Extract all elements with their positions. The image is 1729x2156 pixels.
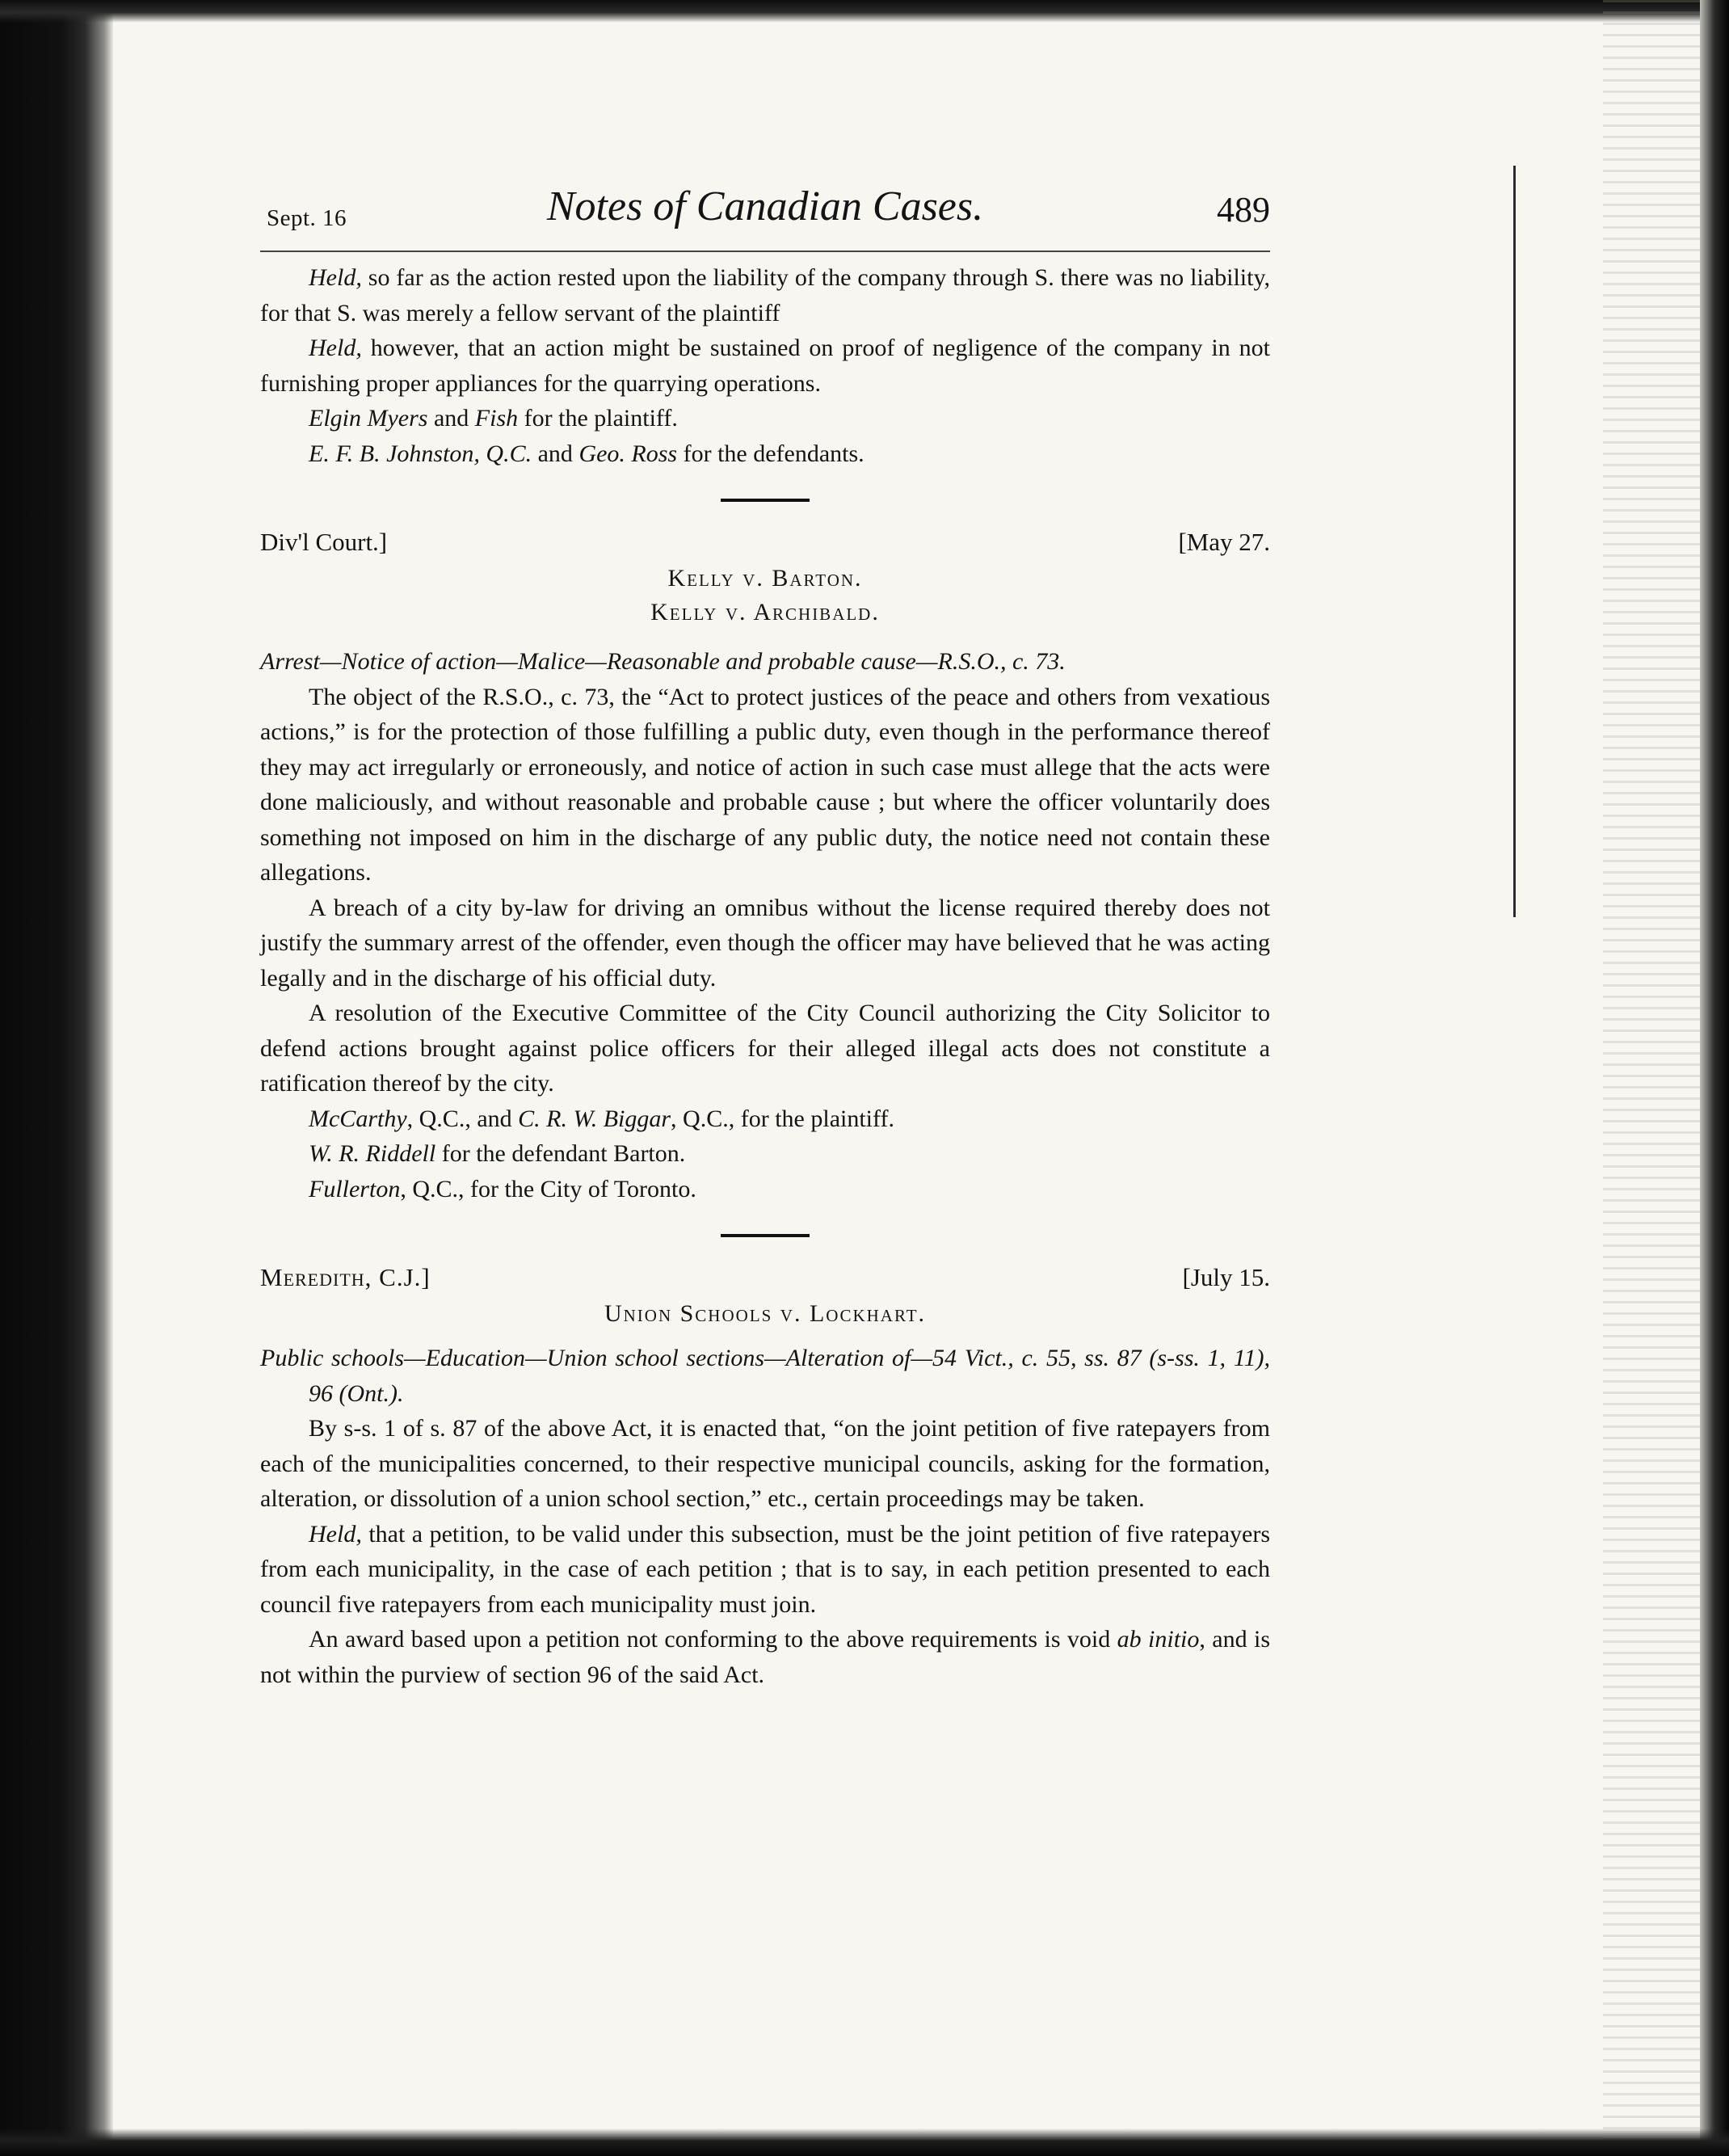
counsel-name: McCarthy <box>309 1105 407 1132</box>
latin-phrase: ab initio <box>1117 1626 1200 1653</box>
case-title: Union Schools v. Lockhart. <box>604 1300 927 1327</box>
adjacent-page-edge <box>1603 0 1700 2156</box>
case3-paragraph-2 <box>260 1517 1270 1623</box>
header-date: Sept. 16 <box>267 205 347 231</box>
counsel-name: W. R. Riddell <box>309 1140 436 1167</box>
text: and <box>427 405 475 432</box>
court-name: Meredith, C.J.] <box>260 1263 431 1291</box>
case-2 <box>260 528 1270 1206</box>
case2-counsel-city <box>260 1172 1270 1207</box>
held-label: Held, <box>309 1520 362 1548</box>
page-number: 489 <box>1217 190 1270 229</box>
case3-court-line <box>260 1263 1270 1297</box>
case2-paragraph-2: A breach of a city by-law for driving an omnibus without the license required thereby does not justify the summary arrest of the offender, even though the officer may have believed that he was acting legally and in the discharge of his official duty. <box>260 894 1270 992</box>
text: , and is not within the purview of section 96 of the said Act. <box>260 1626 1271 1688</box>
court-name: Div'l Court.] <box>260 528 388 556</box>
held-label: Held, <box>309 335 362 361</box>
case2-counsel-defendant <box>260 1136 1270 1172</box>
case2-court-line <box>260 528 1270 562</box>
counsel-name: Fish <box>474 405 519 432</box>
case1-paragraph-2 <box>260 331 1270 401</box>
case-title: Kelly v. Barton. <box>667 565 863 592</box>
text: and <box>532 440 579 467</box>
case1-paragraph-1 <box>260 260 1270 331</box>
decision-date: [May 27. <box>1178 528 1270 556</box>
text: for the defendants. <box>677 440 864 467</box>
header-title: Notes of Canadian Cases. <box>546 183 984 229</box>
decision-date: [July 15. <box>1182 1263 1270 1291</box>
text: , Q.C., for the plaintiff. <box>671 1105 894 1132</box>
counsel-name: Geo. Ross <box>578 440 678 467</box>
case-title: Kelly v. Archibald. <box>650 599 880 625</box>
scan-top-edge <box>0 0 1729 23</box>
paragraph-text: so far as the action rested upon the liability of the company through S. there was no liability, for that S. was merely a fellow servant of the plaintiff <box>260 264 1270 326</box>
case1-counsel-defendants <box>260 436 1270 472</box>
scan-right-edge <box>1700 0 1729 2156</box>
case-1 <box>260 260 1270 471</box>
scan-bottom-edge <box>0 2129 1729 2156</box>
paragraph-text: that a petition, to be valid under this subsection, must be the joint petition of five ratepayers from each municipality, in the case of each petition ; that is to say, in each petition presented to each council five ratepayers from each municipality must join. <box>260 1520 1270 1618</box>
counsel-name: C. R. W. Biggar <box>518 1105 671 1132</box>
paragraph-text: however, that an action might be sustained on proof of negligence of the company in not furnishing proper appliances for the quarrying operations. <box>260 335 1270 397</box>
headnote: Public schools—Education—Union school sections—Alteration of—54 Vict., c. 55, ss. 87 (s-ss. 1, 11), 96 (Ont.). <box>260 1345 1270 1407</box>
header-rule <box>260 251 1270 252</box>
counsel-name: E. F. B. Johnston, Q.C. <box>309 440 532 467</box>
case2-counsel-plaintiff <box>260 1101 1270 1137</box>
case-3 <box>260 1263 1270 1692</box>
text: for the defendant Barton. <box>435 1140 686 1167</box>
text: An award based upon a petition not conforming to the above requirements is void <box>309 1626 1117 1653</box>
case2-paragraph-1: The object of the R.S.O., c. 73, the “Act to protect justices of the peace and others from vexatious actions,” is for the protection of those fulfilling a public duty, even though in the performance thereof they may act irregularly or erroneously, and notice of action in such case must allege that the acts were done maliciously, and without reasonable and probable cause ; but where the officer voluntarily does something not imposed on him in the discharge of any public duty, the notice need not contain these allegations. <box>260 683 1270 886</box>
text: for the plaintiff. <box>518 405 678 432</box>
case1-counsel-plaintiff <box>260 401 1270 436</box>
text: , Q.C., for the City of Toronto. <box>400 1175 696 1202</box>
book-spine-shadow <box>0 0 113 2156</box>
page-content <box>260 183 1270 1692</box>
text: , Q.C., and <box>406 1105 519 1132</box>
headnote: Arrest—Notice of action—Malice—Reasonable and probable cause—R.S.O., c. 73. <box>260 648 1066 675</box>
case3-paragraph-1: By s-s. 1 of s. 87 of the above Act, it is enacted that, “on the joint petition of five ratepayers from each of the municipalities concerned, to their respective municipal councils, asking for the formation, alteration, or dissolution of a union school section,” etc., certain proceedings may be taken. <box>260 1415 1270 1512</box>
case2-paragraph-3: A resolution of the Executive Committee of the City Council authorizing the City Solicitor to defend actions brought against police officers for their alleged illegal acts does not constitute a ratification thereof by the city. <box>260 1000 1270 1097</box>
section-separator <box>721 499 810 502</box>
margin-rule <box>1513 166 1516 917</box>
case3-paragraph-3 <box>260 1622 1270 1692</box>
held-label: Held, <box>309 264 362 291</box>
counsel-name: Fullerton <box>309 1175 401 1202</box>
running-head <box>260 183 1270 247</box>
section-separator <box>721 1234 810 1237</box>
counsel-name: Elgin Myers <box>309 405 428 432</box>
